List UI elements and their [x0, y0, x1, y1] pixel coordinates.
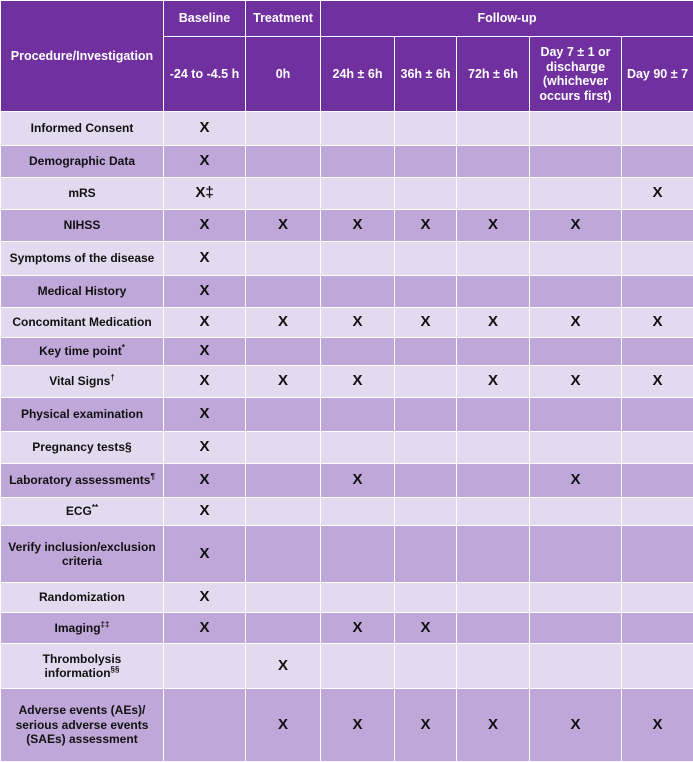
check-mark: X — [199, 588, 210, 606]
schedule-cell — [321, 398, 395, 432]
schedule-cell — [622, 613, 693, 644]
check-mark: X — [420, 618, 431, 636]
schedule-cell — [164, 242, 246, 276]
check-mark: X — [352, 216, 363, 234]
header-procedure: Procedure/Investigation — [1, 1, 164, 112]
schedule-cell — [530, 644, 622, 689]
schedule-cell — [321, 526, 395, 583]
procedure-cell — [1, 398, 164, 432]
table-row — [1, 432, 693, 464]
procedure-label: mRS — [68, 186, 96, 201]
schedule-cell — [457, 146, 530, 178]
procedure-label: Key time point — [39, 344, 122, 359]
table-row — [1, 498, 693, 526]
schedule-cell — [246, 178, 321, 210]
schedule-cell — [622, 338, 693, 366]
schedule-cell — [530, 366, 622, 398]
procedure-cell — [1, 242, 164, 276]
schedule-cell — [530, 338, 622, 366]
header-treatment: Treatment — [246, 1, 321, 37]
check-mark: X — [420, 216, 431, 234]
procedure-cell — [1, 464, 164, 498]
table-row — [1, 338, 693, 366]
table-row — [1, 526, 693, 583]
check-mark: X — [487, 313, 498, 331]
schedule-cell — [622, 498, 693, 526]
schedule-cell — [530, 398, 622, 432]
table-row — [1, 178, 693, 210]
header-timepoint: 36h ± 6h — [395, 37, 457, 112]
table-row — [1, 583, 693, 613]
footnote-marker: * — [121, 343, 125, 353]
schedule-cell — [321, 178, 395, 210]
check-mark: X — [277, 372, 288, 390]
check-mark: X — [570, 313, 581, 331]
check-mark: X — [570, 372, 581, 390]
procedure-cell — [1, 644, 164, 689]
schedule-cell — [530, 432, 622, 464]
schedule-cell — [246, 526, 321, 583]
schedule-cell — [395, 210, 457, 242]
schedule-cell — [246, 464, 321, 498]
header-timepoint: Day 90 ± 7 — [622, 37, 693, 112]
footnote-marker: ¶ — [150, 472, 155, 482]
table-row — [1, 644, 693, 689]
schedule-cell — [164, 644, 246, 689]
schedule-cell — [321, 613, 395, 644]
procedure-cell — [1, 338, 164, 366]
schedule-cell — [457, 366, 530, 398]
procedure-cell — [1, 432, 164, 464]
footnote-marker: † — [110, 373, 115, 383]
schedule-cell — [457, 276, 530, 308]
table-row — [1, 308, 693, 338]
header-timepoint: 0h — [246, 37, 321, 112]
procedure-cell — [1, 112, 164, 146]
header-timepoint: Day 7 ± 1 or discharge (whichever occurs first) — [530, 37, 622, 112]
procedure-label: Randomization — [39, 590, 125, 605]
schedule-cell — [164, 526, 246, 583]
schedule-cell — [395, 644, 457, 689]
schedule-cell — [530, 146, 622, 178]
schedule-cell — [395, 398, 457, 432]
schedule-cell — [246, 210, 321, 242]
check-mark: X — [487, 372, 498, 390]
schedule-cell — [246, 308, 321, 338]
check-mark: X — [570, 715, 581, 733]
schedule-cell — [395, 498, 457, 526]
check-mark: X — [199, 119, 210, 137]
procedure-cell — [1, 613, 164, 644]
schedule-cell — [622, 210, 693, 242]
schedule-cell — [164, 432, 246, 464]
check-mark: X — [487, 715, 498, 733]
schedule-cell — [530, 178, 622, 210]
procedure-label: NIHSS — [63, 218, 101, 233]
footnote-marker: §§ — [110, 665, 120, 674]
schedule-cell — [164, 366, 246, 398]
check-mark: X — [420, 715, 431, 733]
schedule-cell — [246, 432, 321, 464]
schedule-cell — [246, 112, 321, 146]
schedule-cell — [622, 308, 693, 338]
schedule-cell — [395, 464, 457, 498]
schedule-cell — [622, 146, 693, 178]
procedure-cell — [1, 583, 164, 613]
check-mark: X — [199, 405, 210, 423]
schedule-cell — [246, 613, 321, 644]
footnote-marker: ** — [91, 503, 99, 513]
procedure-label: Medical History — [37, 284, 127, 299]
check-mark: X — [352, 313, 363, 331]
procedure-label: ECG — [65, 504, 92, 519]
check-mark: X — [199, 544, 210, 562]
schedule-cell — [246, 242, 321, 276]
table-row — [1, 242, 693, 276]
check-mark: X — [487, 216, 498, 234]
schedule-cell — [164, 146, 246, 178]
procedure-cell — [1, 498, 164, 526]
schedule-cell — [395, 689, 457, 762]
schedule-cell — [530, 583, 622, 613]
schedule-cell — [457, 644, 530, 689]
schedule-cell — [321, 146, 395, 178]
check-mark: X — [352, 471, 363, 489]
schedule-cell — [321, 338, 395, 366]
schedule-cell — [246, 583, 321, 613]
schedule-cell — [321, 583, 395, 613]
schedule-cell — [395, 242, 457, 276]
schedule-cell — [622, 464, 693, 498]
schedule-cell — [246, 398, 321, 432]
schedule-cell — [622, 178, 693, 210]
check-mark: X — [570, 471, 581, 489]
schedule-cell — [530, 112, 622, 146]
schedule-cell — [457, 308, 530, 338]
schedule-cell — [530, 613, 622, 644]
check-mark: X — [277, 313, 288, 331]
check-mark: X — [199, 471, 210, 489]
schedule-cell — [622, 526, 693, 583]
schedule-cell — [164, 583, 246, 613]
procedure-label: Symptoms of the disease — [9, 251, 155, 266]
schedule-cell — [395, 526, 457, 583]
schedule-cell — [622, 112, 693, 146]
schedule-cell — [622, 644, 693, 689]
header-timepoint: 24h ± 6h — [321, 37, 395, 112]
table-row — [1, 146, 693, 178]
schedule-cell — [164, 498, 246, 526]
schedule-cell — [395, 583, 457, 613]
schedule-cell — [395, 366, 457, 398]
procedure-cell — [1, 366, 164, 398]
procedure-cell — [1, 178, 164, 210]
check-mark: X — [199, 502, 210, 520]
schedule-cell — [457, 464, 530, 498]
check-mark: X — [652, 184, 663, 202]
check-mark: X — [352, 372, 363, 390]
schedule-cell — [457, 613, 530, 644]
procedure-cell — [1, 276, 164, 308]
procedure-label: Laboratory assessments — [9, 473, 151, 488]
schedule-cell — [530, 689, 622, 762]
procedure-cell — [1, 526, 164, 583]
check-mark: X — [652, 313, 663, 331]
schedule-cell — [164, 338, 246, 366]
schedule-cell — [246, 644, 321, 689]
schedule-cell — [622, 242, 693, 276]
procedure-label: Concomitant Medication — [12, 315, 152, 330]
schedule-cell — [530, 464, 622, 498]
table-row — [1, 210, 693, 242]
schedule-cell — [321, 464, 395, 498]
header-baseline: Baseline — [164, 1, 246, 37]
check-mark: X — [277, 216, 288, 234]
schedule-cell — [457, 398, 530, 432]
check-mark: X — [652, 372, 663, 390]
check-mark: X — [199, 152, 210, 170]
schedule-cell — [530, 498, 622, 526]
schedule-cell — [164, 112, 246, 146]
schedule-cell — [457, 498, 530, 526]
schedule-cell — [246, 689, 321, 762]
schedule-cell — [246, 146, 321, 178]
schedule-cell — [321, 498, 395, 526]
header-follow-up: Follow-up — [321, 1, 693, 37]
check-mark: X — [352, 618, 363, 636]
procedure-cell — [1, 210, 164, 242]
schedule-cell — [164, 308, 246, 338]
check-mark: X — [420, 313, 431, 331]
procedure-label: Informed Consent — [30, 121, 134, 136]
schedule-cell — [164, 276, 246, 308]
header-timepoint: -24 to -4.5 h — [164, 37, 246, 112]
procedure-cell — [1, 146, 164, 178]
schedule-cell — [321, 432, 395, 464]
schedule-cell — [321, 689, 395, 762]
schedule-cell — [164, 178, 246, 210]
schedule-cell — [457, 583, 530, 613]
schedule-cell — [246, 498, 321, 526]
check-mark: X — [199, 216, 210, 234]
schedule-cell — [457, 689, 530, 762]
schedule-cell — [164, 398, 246, 432]
procedure-label: Imaging — [54, 620, 101, 635]
schedule-cell — [246, 338, 321, 366]
procedure-label: Vital Signs — [49, 374, 111, 389]
table-row — [1, 366, 693, 398]
schedule-cell — [622, 276, 693, 308]
schedule-cell — [395, 308, 457, 338]
schedule-cell — [321, 112, 395, 146]
check-mark: X — [199, 249, 210, 267]
schedule-cell — [321, 242, 395, 276]
check-mark: X — [652, 715, 663, 733]
schedule-cell — [457, 242, 530, 276]
schedule-cell — [395, 112, 457, 146]
check-mark: X — [199, 282, 210, 300]
table-row — [1, 464, 693, 498]
procedure-label: Adverse events (AEs)/ serious adverse events (SAEs) assessment — [15, 703, 149, 747]
schedule-cell — [321, 308, 395, 338]
check-mark: X — [199, 313, 210, 331]
procedure-label: Pregnancy tests§ — [32, 440, 132, 455]
procedure-label: Physical examination — [20, 407, 144, 422]
schedule-cell — [246, 366, 321, 398]
schedule-cell — [395, 146, 457, 178]
schedule-cell — [457, 338, 530, 366]
schedule-cell — [622, 432, 693, 464]
schedule-cell — [164, 613, 246, 644]
table-row — [1, 398, 693, 432]
schedule-cell — [395, 276, 457, 308]
schedule-cell — [530, 210, 622, 242]
schedule-cell — [164, 689, 246, 762]
procedure-cell — [1, 308, 164, 338]
schedule-cell — [321, 644, 395, 689]
table-row — [1, 112, 693, 146]
check-mark: X‡ — [195, 184, 214, 202]
schedule-cell — [457, 210, 530, 242]
table-row — [1, 613, 693, 644]
check-mark: X — [277, 715, 288, 733]
check-mark: X — [277, 656, 288, 674]
schedule-cell — [530, 526, 622, 583]
schedule-cell — [622, 583, 693, 613]
schedule-cell — [457, 178, 530, 210]
schedule-cell — [395, 338, 457, 366]
schedule-cell — [395, 178, 457, 210]
schedule-cell — [530, 242, 622, 276]
schedule-cell — [622, 366, 693, 398]
header-timepoint: 72h ± 6h — [457, 37, 530, 112]
footnote-marker: ‡‡ — [100, 619, 110, 629]
schedule-cell — [530, 308, 622, 338]
schedule-cell — [321, 210, 395, 242]
procedure-label: Verify inclusion/exclusion criteria — [8, 539, 156, 568]
check-mark: X — [199, 438, 210, 456]
schedule-cell — [321, 276, 395, 308]
schedule-cell — [457, 112, 530, 146]
check-mark: X — [352, 715, 363, 733]
schedule-cell — [530, 276, 622, 308]
schedule-cell — [395, 432, 457, 464]
schedule-cell — [622, 398, 693, 432]
schedule-cell — [321, 366, 395, 398]
check-mark: X — [199, 342, 210, 360]
table-row — [1, 689, 693, 762]
table-row — [1, 276, 693, 308]
schedule-cell — [164, 210, 246, 242]
procedure-cell — [1, 689, 164, 762]
check-mark: X — [199, 372, 210, 390]
schedule-cell — [246, 276, 321, 308]
schedule-cell — [622, 689, 693, 762]
schedule-cell — [395, 613, 457, 644]
schedule-cell — [164, 464, 246, 498]
schedule-cell — [457, 432, 530, 464]
check-mark: X — [199, 618, 210, 636]
procedure-label: Thrombolysis information — [42, 651, 122, 680]
check-mark: X — [570, 216, 581, 234]
schedule-cell — [457, 526, 530, 583]
procedure-label: Demographic Data — [28, 154, 136, 169]
